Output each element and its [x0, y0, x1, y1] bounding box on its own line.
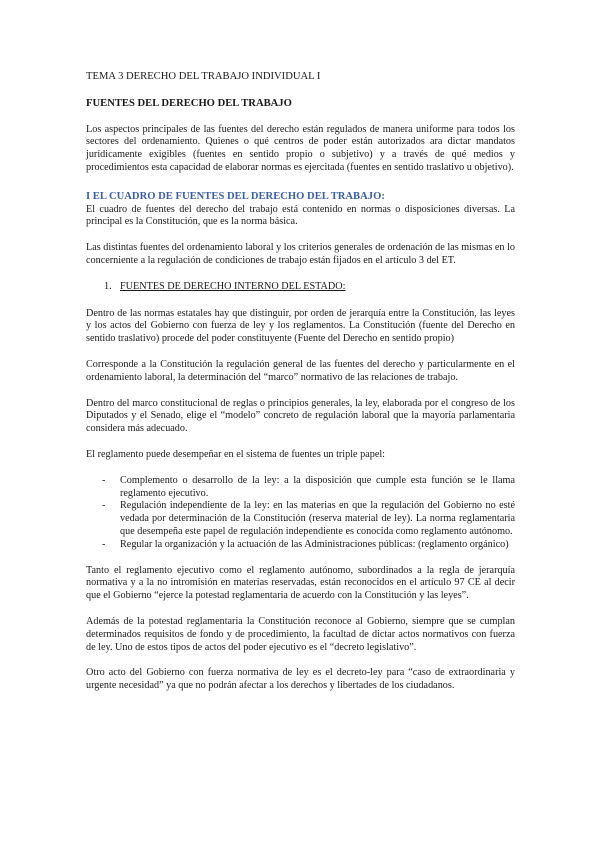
reglamento-paragraph: El reglamento puede desempeñar en el sistema de fuentes un triple papel: — [86, 448, 386, 460]
article-97-paragraph: Tanto el reglamento ejecutivo como el reglamento autónomo, subordinados a la regla de jerarquía normativa y a la no intromisión en materias reservadas, están reconocidos en el artículo 97 CE al decir que el Gobierno “ejerce la potestad reglamentaria de acuerdo con la Constitución y las leyes”. — [86, 564, 515, 602]
bullet-dash: - — [102, 474, 106, 486]
list-item-text: Complemento o desarrollo de la ley: a la disposición que cumple esta función se le llama reglamento ejecutivo. — [120, 474, 515, 499]
list-item — [86, 500, 515, 538]
subsection-title: FUENTES DE DERECHO INTERNO DEL ESTADO: — [120, 280, 346, 292]
decreto-legislativo-paragraph: Además de la potestad reglamentaria la Constitución reconoce al Gobierno, siempre que se cumplan determinados requisitos de fondo y de procedimiento, la facultad de dictar actos normativos con fuerza de ley. Uno de estos tipos de actos del poder ejecutivo es el “decreto legislativo”. — [86, 615, 515, 653]
subsection-heading — [104, 281, 515, 294]
part-paragraph-1: El cuadro de fuentes del derecho del trabajo está contenido en normas o disposiciones diversas. La principal es la Constitución, que es la norma básica. — [86, 203, 515, 228]
list-item-text: Regular la organización y la actuación de las Administraciones públicas: (reglamento orgánico) — [120, 538, 509, 550]
topic-title: TEMA 3 DERECHO DEL TRABAJO INDIVIDUAL I — [86, 71, 321, 82]
list-item — [86, 539, 515, 552]
hierarchy-paragraph: Dentro de las normas estatales hay que distinguir, por orden de jerarquía entre la Constitución, las leyes y los actos del Gobierno con fuerza de ley y los reglamentos. La Constitución (fuente del Derecho en sentido traslativo) procede del poder constituyente (Fuente del Derecho en sentido propio) — [86, 307, 515, 345]
decreto-ley-paragraph: Otro acto del Gobierno con fuerza normativa de ley es el decreto-ley para “caso de extraordinaria y urgente necesidad” ya que no podrán afectar a los derechos y libertades de los ciudadanos. — [86, 667, 515, 692]
bullet-dash: - — [102, 500, 106, 512]
page-content — [86, 71, 515, 706]
part-paragraph-2: Las distintas fuentes del ordenamiento laboral y los criterios generales de ordenación de las mismas en lo concerniente a la regulación de condiciones de trabajo están fijados en el artículo 3 del ET. — [86, 242, 515, 266]
part-heading: I EL CUADRO DE FUENTES DEL DERECHO DEL TRABAJO: — [86, 190, 385, 202]
intro-paragraph: Los aspectos principales de las fuentes del derecho están regulados de manera uniforme para todos los sectores del ordenamiento. Quienes o qué centros de poder están autorizados ara dictar mandatos jurídicamente exigibles (fuentes en sentido propio o subjetivo) y a través de qué medios y procedimientos esta capacidad de elaborar normas es ejercitada (fuentes en sentido traslativo u objetivo). — [86, 123, 515, 173]
constitution-paragraph: Corresponde a la Constitución la regulación general de las fuentes del derecho y particularmente en el ordenamiento laboral, la determinación del “marco” normativo de las relaciones de trabajo. — [86, 358, 515, 383]
bullet-dash: - — [102, 538, 106, 550]
list-item-text: Regulación independiente de la ley: en las materias en que la regulación del Gobierno no esté vedada por determinación de la Constitución (reserva material de ley). La norma reglamentaria que desempeña este papel de regulación independiente es conocida como reglamento autónomo. — [120, 500, 515, 537]
section-title: FUENTES DEL DERECHO DEL TRABAJO — [86, 97, 292, 109]
list-item — [86, 475, 515, 501]
subsection-number: 1. — [104, 280, 112, 292]
reglamento-roles-list — [86, 475, 515, 552]
law-paragraph: Dentro del marco constitucional de reglas o principios generales, la ley, elaborada por el congreso de los Diputados y el Senado, elige el “modelo” concreto de regulación laboral que la mayoría parlamentaria considera más adecuado. — [86, 397, 515, 435]
